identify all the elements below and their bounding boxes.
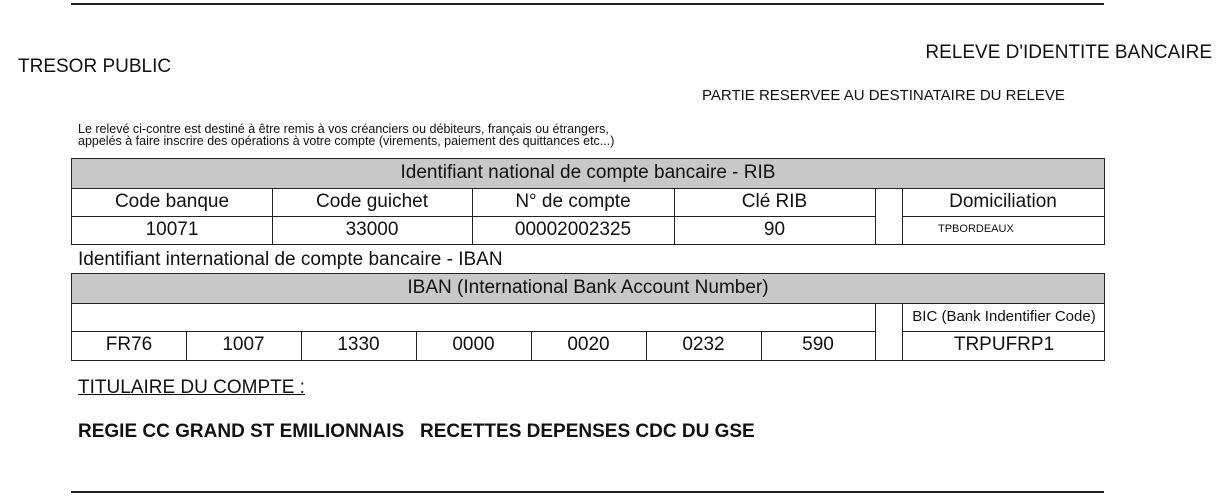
col-divider (875, 303, 876, 360)
domiciliation-header: Domiciliation (949, 191, 1057, 212)
notice-line-1: Le relevé ci-contre est destiné à être remis à vos créanciers ou débiteurs, français ou étrangers, (78, 122, 609, 136)
iban-table (71, 273, 1105, 361)
document-title: RELEVE D'IDENTITE BANCAIRE (925, 42, 1212, 63)
iban-section-label: Identifiant international de compte bancaire - IBAN (78, 249, 503, 270)
reserved-part-label: PARTIE RESERVEE AU DESTINATAIRE DU RELEVE (702, 87, 1065, 104)
domiciliation-value: TPBORDEAUX (938, 223, 1014, 235)
cle-rib-header: Clé RIB (741, 191, 808, 212)
code-guichet-header: Code guichet (316, 191, 428, 212)
org-name: TRESOR PUBLIC (18, 56, 172, 77)
numero-compte-header: N° de compte (515, 191, 631, 212)
code-banque-header: Code banque (114, 191, 230, 212)
bic-value: TRPUFRP1 (953, 334, 1055, 355)
rib-gap (875, 189, 902, 244)
code-banque-value: 10071 (145, 219, 199, 240)
rib-table (71, 158, 1105, 245)
code-guichet-value: 33000 (345, 219, 399, 240)
iban-group: 0232 (682, 334, 725, 355)
iban-group: 0020 (567, 334, 610, 355)
iban-group: FR76 (105, 334, 153, 355)
cle-rib-value: 90 (763, 219, 786, 240)
bottom-divider (71, 491, 1104, 493)
rib-title: Identifiant national de compte bancaire - RIB (72, 159, 1104, 188)
iban-group: 0000 (452, 334, 495, 355)
col-divider (875, 188, 876, 244)
iban-group: 1330 (337, 334, 380, 355)
holder-label: TITULAIRE DU COMPTE : (78, 377, 305, 398)
iban-group: 590 (802, 334, 834, 355)
iban-group: 1007 (222, 334, 265, 355)
iban-gap (875, 304, 902, 360)
notice-line-2: appelés à faire inscrire des opérations à votre compte (virements, paiement des quittances etc...) (78, 134, 615, 148)
iban-title: IBAN (International Bank Account Number) (72, 274, 1104, 303)
bic-label: BIC (Bank Indentifier Code) (912, 308, 1096, 325)
numero-compte-value: 00002002325 (514, 219, 632, 240)
holder-name: REGIE CC GRAND ST EMILIONNAIS RECETTES DEPENSES CDC DU GSE (78, 421, 755, 442)
notice-text (78, 123, 614, 147)
top-divider (71, 3, 1104, 5)
